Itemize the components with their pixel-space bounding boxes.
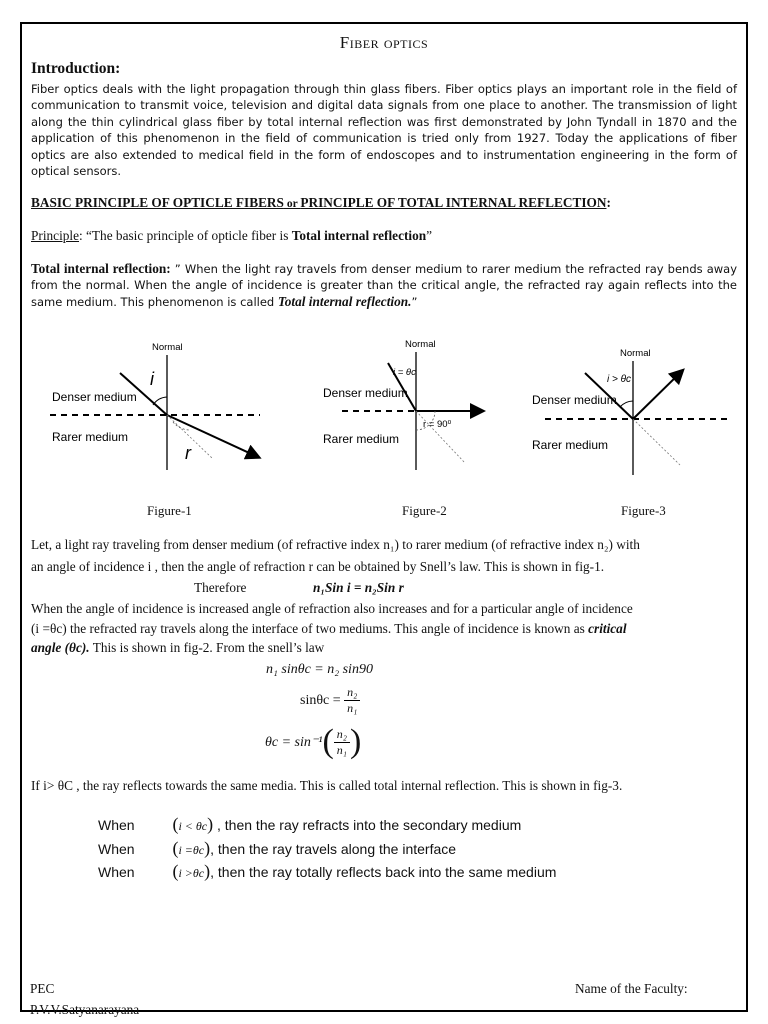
fig3-normal-label: Normal [620, 348, 651, 359]
equation-3-open-paren: ( [322, 723, 334, 760]
fig3-rarer: Rarer medium [532, 438, 609, 452]
condition-expr: i < θc [178, 819, 208, 833]
fig1-refracted-ray [167, 415, 258, 457]
critical-term: critical [588, 621, 627, 636]
condition-expr: i >θc [178, 866, 205, 880]
therefore-label: Therefore [194, 580, 247, 595]
fig3-denser: Denser medium [532, 393, 617, 407]
fig3-extension [633, 419, 680, 465]
tir-emph: Total internal reflection. [277, 293, 412, 309]
fig1-normal-label: Normal [152, 342, 183, 353]
principle-bold: Total internal reflection [291, 228, 427, 243]
fig1-denser: Denser medium [52, 390, 137, 404]
fig2-rarer: Rarer medium [323, 432, 400, 446]
fig2-r: r = 90⁰ [423, 419, 452, 430]
fig2-normal-label: Normal [405, 339, 436, 350]
equation-3 [265, 725, 361, 759]
figure-3 [532, 348, 728, 475]
equation-3-close-paren: ) [349, 723, 362, 760]
figure-2 [323, 339, 485, 470]
intro-heading: Introduction: [31, 60, 121, 77]
principle-close: ” [426, 228, 433, 243]
fig1-r: r [185, 443, 191, 463]
condition-text: , then the ray totally reflects back into the same medium [210, 864, 557, 880]
figure-2-caption: Figure-2 [402, 503, 447, 518]
critical-line-3-text: This is shown in fig-2. From the snell’s law [89, 640, 325, 655]
principle-line [31, 228, 432, 244]
fig2-denser: Denser medium [323, 386, 408, 400]
principle-label: Principle [31, 228, 80, 243]
condition-row-1: When (i < θc) , then the ray refracts into the secondary medium [98, 814, 522, 834]
equation-2 [300, 685, 360, 716]
equation-3-fraction [334, 727, 350, 758]
figure-1 [50, 342, 260, 470]
equation-1: n₁ sinθc = n₂ sin90 [266, 662, 373, 677]
footer-faculty-name: P.V.V.Satyanarayana [30, 1002, 140, 1017]
equation-3-numerator: n₂ [334, 727, 350, 743]
condition-when: When [98, 864, 135, 880]
equation-3-denominator: n₁ [336, 742, 347, 757]
heading-part1: BASIC PRINCIPLE OF OPTICLE FIBERS [31, 195, 284, 210]
critical-line-2 [31, 621, 627, 637]
critical-angle-term: angle (θc). [31, 640, 90, 655]
snell-line-1: Let, a light ray traveling from denser medium (of refractive index n₁) to rarer medium (of refractive index n₂) with [31, 537, 640, 552]
principle-heading [31, 195, 611, 211]
snell-equation: n₁Sin i = n₂Sin r [313, 580, 404, 595]
condition-row-3: When (i >θc), then the ray totally reflects back into the same medium [98, 861, 557, 881]
tir-condition-line: If i> θC , the ray reflects towards the same media. This is called total internal reflection. This is shown in fig-3. [31, 778, 623, 793]
tir-text: ” When the light ray travels from denser medium to rarer medium the refracted ray bends away from the normal. When the angle of incidence is greater than the critical angle, the refracted ray again reflects into the same medium. This phenomenon is called [31, 262, 738, 309]
condition-text: , then the ray refracts into the secondary medium [213, 817, 522, 833]
intro-paragraph: Fiber optics deals with the light propagation through thin glass fibers. Fiber optics plays an important role in the field of communication to transmit voice, television and digital data signals from one place to another. The transmission of light along the thin cylindrical glass fiber by total internal reflection was first demonstrated by John Tyndall in 1870 and the application of this phenomenon in the field of communication is tried only from 1927. Today the applications of fiber optics are also extended to medical field in the form of endoscopes and to instrumentation engineering in the form of optical sensors. [31, 82, 737, 179]
equation-2-denominator: n₁ [347, 701, 358, 715]
condition-expr: i =θc [178, 843, 205, 857]
equation-3-lhs: θc = sin⁻¹ [265, 734, 323, 750]
principle-text: : “The basic principle of opticle fiber is [79, 228, 292, 243]
fig3-incidence-arc [620, 401, 633, 407]
fig1-rarer: Rarer medium [52, 430, 129, 444]
snell-line-2: an angle of incidence i , then the angle of refraction r can be obtained by Snell’s law. This is shown in fig-1. [31, 559, 605, 574]
equation-2-fraction [344, 685, 360, 716]
condition-row-2: When (i =θc), then the ray travels along the interface [98, 838, 457, 858]
figure-1-caption: Figure-1 [147, 503, 192, 518]
critical-line-2-text: (i =θc) the refracted ray travels along the interface of two mediums. This angle of incidence is known as [31, 621, 589, 636]
figure-3-caption: Figure-3 [621, 503, 666, 518]
tir-paragraph [31, 261, 737, 310]
footer-college: PEC [30, 981, 55, 996]
heading-colon: : [606, 195, 611, 210]
tir-figures [40, 335, 740, 495]
condition-when: When [98, 841, 135, 857]
tir-close: ” [411, 294, 418, 309]
critical-line-3 [31, 640, 324, 656]
equation-2-lhs: sinθc = [300, 692, 341, 708]
condition-text: , then the ray travels along the interface [210, 841, 457, 857]
critical-line-1: When the angle of incidence is increased angle of refraction also increases and for a particular angle of incidence [31, 601, 633, 616]
fig3-i: i > θc [607, 374, 632, 385]
fig1-i: i [150, 369, 154, 389]
page-title: Fiber optics [339, 33, 429, 52]
heading-connector: or [283, 198, 301, 210]
footer-faculty-label: Name of the Faculty: [575, 981, 688, 996]
condition-when: When [98, 817, 135, 833]
fig2-i: i = θc [393, 367, 416, 378]
fig3-reflected-ray [633, 371, 682, 419]
tir-label: Total internal reflection: [31, 261, 171, 276]
heading-part2: PRINCIPLE OF TOTAL INTERNAL REFLECTION [300, 195, 607, 210]
equation-2-numerator: n₂ [344, 685, 360, 701]
